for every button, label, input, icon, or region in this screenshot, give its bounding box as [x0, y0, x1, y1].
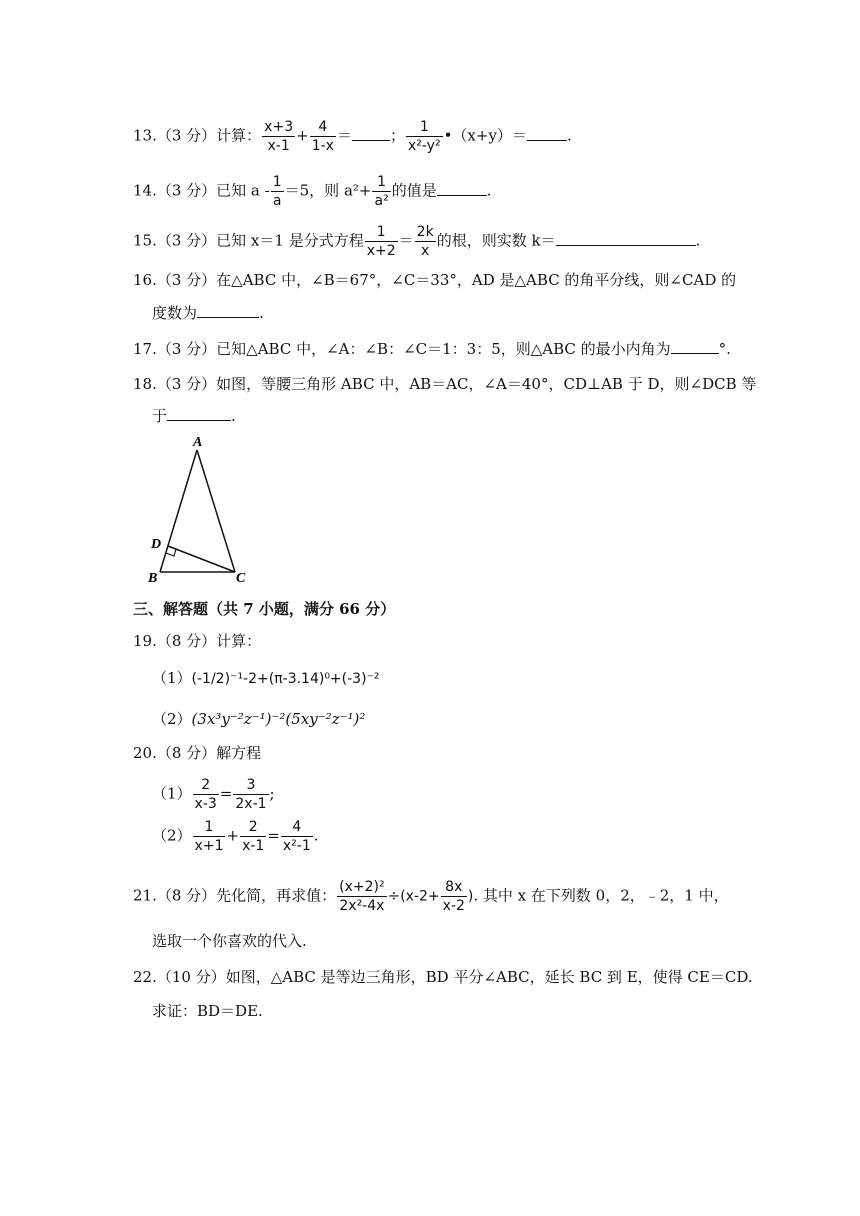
side-ab	[160, 450, 197, 572]
fraction: $\frac{3}{2x-1}$	[235, 777, 267, 812]
question-14: 14.（3 分）已知 a - $\frac{1}{a}$ ＝5，则 a²+ $\frac{1}{\text{a²}}$ 的值是 .	[133, 174, 492, 209]
answer-blank[interactable]	[437, 181, 487, 196]
fraction: $\frac{1}{a}$	[272, 174, 282, 209]
q13-label: 13.（3 分）计算：	[133, 126, 262, 145]
answer-blank[interactable]	[671, 339, 719, 354]
question-19-part2: （2）(3x³y⁻²z⁻¹)⁻²(5xy⁻²z⁻¹)²	[152, 710, 366, 728]
label-c: C	[236, 571, 246, 586]
fraction: $\frac{2}{x-1}$	[242, 819, 265, 854]
question-21-line1: 21.（8 分）先化简，再求值： $\frac{\text{(x+2)²}}{\text{2x²-4x}}$ ÷(x-2+ $\frac{8x}{x-2}$ ). 其中 x 在下列数 0，2，﹣2，1 中，	[133, 879, 729, 914]
fraction: $\frac{8x}{x-2}$	[442, 879, 465, 914]
question-17: 17.（3 分）已知△ABC 中，∠A：∠B：∠C＝1：3：5，则△ABC 的最小内角为 °.	[133, 340, 731, 358]
answer-blank[interactable]	[197, 303, 259, 318]
fraction: $\frac{x+3}{x-1}$	[264, 119, 294, 154]
question-13: 13.（3 分）计算： $\frac{x+3}{x-1}$ + $\frac{4}{1-x}$ ＝ ； $\frac{1}{\text{x²-y²}}$ •（x+y）＝ .	[133, 119, 572, 154]
question-22-line1: 22.（10 分）如图，△ABC 是等边三角形，BD 平分∠ABC，延长 BC 到 E，使得 CE＝CD.	[133, 968, 753, 986]
question-20-part1: （1） $\frac{2}{x-3}$ = $\frac{3}{2x-1}$ ;	[152, 777, 275, 812]
fraction: $\frac{1}{\text{a²}}$	[374, 174, 389, 209]
question-16-line2: 度数为 .	[152, 304, 264, 322]
question-19-title: 19.（8 分）计算：	[133, 632, 262, 650]
triangle-figure	[140, 432, 260, 587]
answer-blank[interactable]	[352, 126, 390, 141]
question-20-title: 20.（8 分）解方程	[133, 744, 262, 762]
fraction: $\frac{2}{x-3}$	[194, 777, 217, 812]
question-19-part1: （1）(-1/2)⁻¹-2+(π-3.14)⁰+(-3)⁻²	[152, 669, 380, 687]
label-a: A	[193, 435, 203, 450]
segment-cd	[168, 546, 235, 572]
question-18-line2: 于 .	[152, 407, 236, 425]
answer-blank[interactable]	[527, 126, 567, 141]
fraction: $\frac{1}{x+2}$	[366, 224, 396, 259]
fraction: $\frac{\text{(x+2)²}}{\text{2x²-4x}}$	[339, 879, 385, 914]
fraction: $\frac{1}{\text{x²-y²}}$	[407, 119, 441, 154]
label-b: B	[148, 571, 158, 586]
label-d: D	[151, 537, 162, 552]
math-expression: (3x³y⁻²z⁻¹)⁻²(5xy⁻²z⁻¹)²	[191, 710, 366, 728]
answer-blank[interactable]	[167, 406, 231, 421]
question-16-line1: 16.（3 分）在△ABC 中，∠B＝67°，∠C＝33°，AD 是△ABC 的角平分线，则∠CAD 的	[133, 271, 737, 289]
fraction: $\frac{1}{x+1}$	[194, 819, 224, 854]
question-22-line2: 求证：BD＝DE.	[152, 1002, 263, 1020]
question-21-line2: 选取一个你喜欢的代入.	[152, 932, 307, 950]
right-angle-mark	[166, 549, 176, 556]
question-20-part2: （2） $\frac{1}{x+1}$ + $\frac{2}{x-1}$ = $\frac{4}{\text{x²-1}}$ .	[152, 819, 319, 854]
fraction: $\frac{4}{\text{x²-1}}$	[282, 819, 311, 854]
answer-blank[interactable]	[556, 231, 696, 246]
fraction: $\frac{4}{1-x}$	[311, 119, 334, 154]
question-18-line1: 18.（3 分）如图，等腰三角形 ABC 中，AB＝AC，∠A＝40°，CD⊥AB 于 D，则∠DCB 等	[133, 375, 757, 393]
question-15: 15.（3 分）已知 x＝1 是分式方程 $\frac{1}{x+2}$ ＝ $\frac{2k}{x}$ 的根，则实数 k＝ .	[133, 224, 701, 259]
math-expression: (-1/2)⁻¹-2+(π-3.14)⁰+(-3)⁻²	[191, 671, 380, 687]
fraction: $\frac{2k}{x}$	[416, 224, 434, 259]
section-title: 三、解答题（共 7 小题，满分 66 分）	[133, 600, 396, 618]
side-ac	[197, 450, 235, 572]
